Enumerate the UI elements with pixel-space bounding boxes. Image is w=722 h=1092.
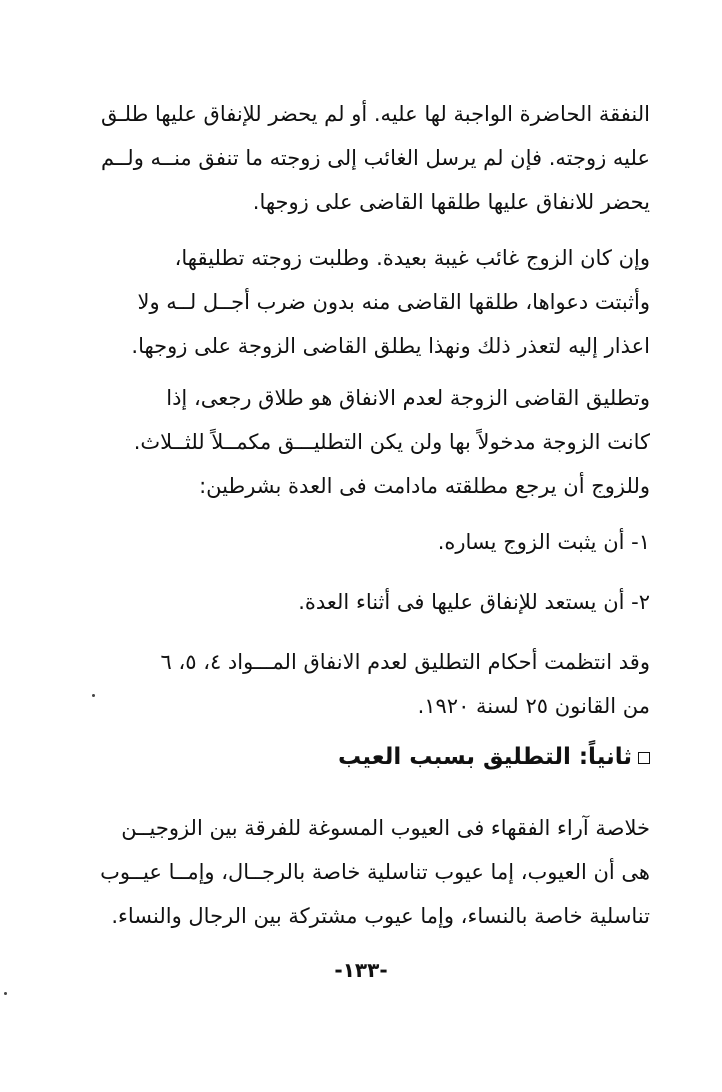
text-line: ١- أن يثبت الزوج يساره. [437,530,650,554]
text-line: عليه زوجته. فإن لم يرسل الغائب إلى زوجته ما تنفق منــه ولــم [101,146,650,170]
text-line: كانت الزوجة مدخولاً بها ولن يكن التطليـــق مكمــلاً للثــلاث. [133,430,650,454]
text-line: وإن كان الزوج غائب غيبة بعيدة. وطلبت زوجته تطليقها، [174,246,650,270]
list-item-1 [105,520,650,564]
text-line: من القانون ٢٥ لسنة ١٩٢٠. [417,694,650,718]
section-heading [338,744,650,770]
square-bullet-icon [638,752,650,764]
paragraph-4 [105,640,650,728]
paragraph-2 [105,236,650,368]
text-line: تناسلية خاصة بالنساء، وإما عيوب مشتركة بين الرجال والنساء. [111,904,650,928]
paragraph-5 [100,806,650,938]
text-line: وقد انتظمت أحكام التطليق لعدم الانفاق المـــواد ٤، ٥، ٦ [160,650,650,674]
scan-speck [92,694,95,697]
text-line: ٢- أن يستعد للإنفاق عليها فى أثناء العدة. [298,590,650,614]
section-heading-text: ثانياً: التطليق بسبب العيب [338,744,632,770]
text-line: هى أن العيوب، إما عيوب تناسلية خاصة بالرجــال، وإمــا عيــوب [100,860,650,884]
text-line: وأثبتت دعواها، طلقها القاضى منه بدون ضرب أجــل لــه ولا [137,290,650,314]
text-line: يحضر للانفاق عليها طلقها القاضى على زوجها. [252,190,650,214]
scan-speck [4,992,7,995]
paragraph-1 [100,92,650,224]
text-line: وللزوج أن يرجع مطلقته مادامت فى العدة بشرطين: [199,474,650,498]
paragraph-3 [105,376,650,508]
text-line: وتطليق القاضى الزوجة لعدم الانفاق هو طلاق رجعى، إذا [166,386,650,410]
page-number: -١٣٣- [334,958,388,982]
text-line: اعذار إليه لتعذر ذلك ونهذا يطلق القاضى الزوجة على زوجها. [131,334,650,358]
text-line: النفقة الحاضرة الواجبة لها عليه. أو لم يحضر للإنفاق عليها طلـق [100,102,650,126]
text-line: خلاصة آراء الفقهاء فى العيوب المسوغة للفرقة بين الزوجيــن [121,816,650,840]
list-item-2 [105,580,650,624]
